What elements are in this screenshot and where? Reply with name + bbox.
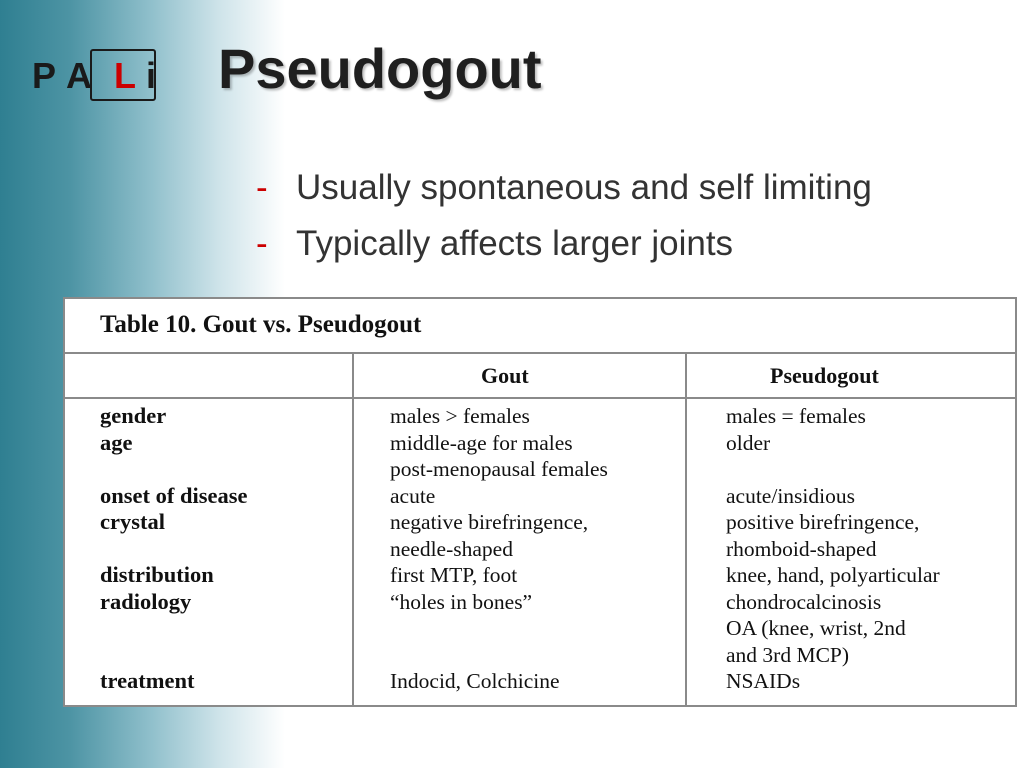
cell-line: NSAIDs [726,669,801,693]
row-label: crystal [100,509,165,534]
row-label: onset of disease [100,482,248,508]
cell-line: OA (knee, wrist, 2nd [726,616,906,640]
row-label: age [100,429,133,455]
pseudogout-cell [726,403,866,430]
gout-cell [390,403,530,430]
pali-logo [32,49,164,103]
cell-line: acute [390,483,436,508]
logo-letter-l: L [114,55,136,96]
bullet-marker: - [256,224,268,263]
gout-cell [390,430,608,483]
logo-letter-i: i [146,55,157,96]
cell-line: “holes in bones” [390,589,533,614]
cell-line: older [726,430,771,455]
cell-line: post-menopausal females [390,457,608,481]
bullet-list [256,160,872,272]
table-header-row [65,354,1015,399]
row-label: radiology [100,588,192,614]
pseudogout-cell [726,589,906,669]
bullet-text: Typically affects larger joints [296,224,734,263]
cell-line: positive birefringence, [726,510,920,534]
gout-cell [390,509,588,562]
row-label: distribution [100,562,214,587]
pseudogout-cell [726,509,919,562]
cell-line: first MTP, foot [390,563,518,587]
cell-line: males > females [390,404,530,428]
gout-cell [390,562,517,589]
header-gout: Gout [481,363,529,388]
pseudogout-cell [726,430,770,457]
bullet-item [256,216,872,272]
cell-line: middle-age for males [390,430,573,455]
row-label: treatment [100,668,195,693]
bullet-marker: - [256,168,268,207]
pseudogout-cell [726,668,800,695]
cell-line: needle-shaped [390,536,513,561]
comparison-table [63,297,1017,707]
gout-cell [390,668,560,695]
column-divider [685,354,687,705]
cell-line: negative birefringence, [390,510,589,534]
header-pseudogout: Pseudogout [770,363,879,388]
table-caption: Table 10. Gout vs. Pseudogout [65,299,1015,354]
gout-cell [390,589,532,616]
row-label: gender [100,403,167,428]
column-divider [352,354,354,705]
cell-line: Indocid, Colchicine [390,669,560,693]
bullet-item [256,160,872,216]
slide-title: Pseudogout [218,37,542,100]
bullet-text: Usually spontaneous and self limiting [296,168,872,207]
cell-line: knee, hand, polyarticular [726,563,940,587]
gout-cell [390,483,435,510]
cell-line: and 3rd MCP) [726,642,850,667]
cell-line: chondrocalcinosis [726,589,882,614]
cell-line: males = females [726,404,866,428]
pseudogout-cell [726,562,940,589]
logo-letter-a: A [66,55,92,96]
cell-line: rhomboid-shaped [726,536,877,561]
logo-letter-p: P [32,55,57,96]
pseudogout-cell [726,483,855,510]
cell-line: acute/insidious [726,483,855,508]
